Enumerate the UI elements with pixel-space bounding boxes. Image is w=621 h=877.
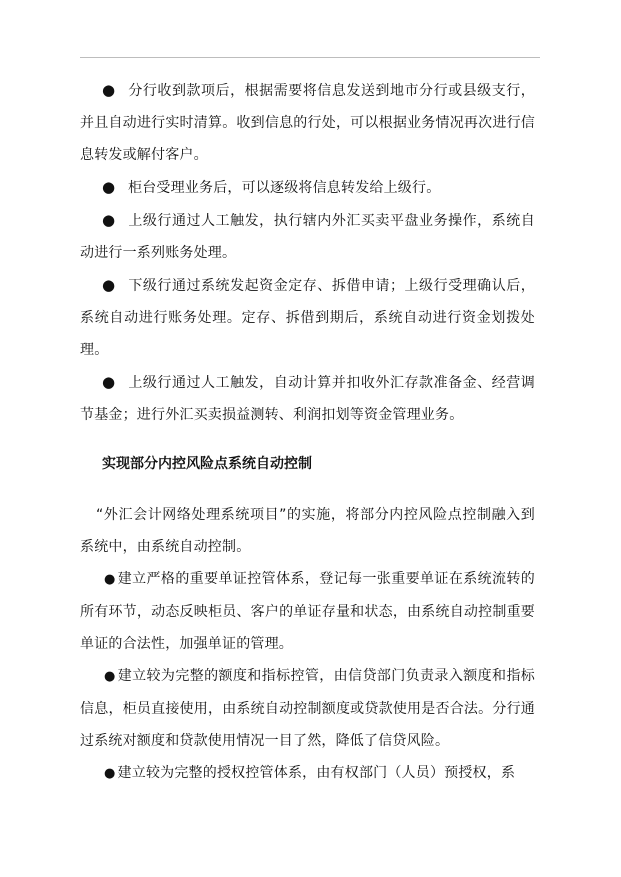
bullet-dot-icon: ● [102, 373, 116, 391]
bullet-dot-icon: ● [102, 276, 116, 294]
bullet-text: 上级行通过人工触发，自动计算并扣收外汇存款准备金、经营调节基金；进行外汇买卖损益测转、利润扣划等资金管理业务。 [80, 375, 535, 423]
control-bullet-1 [80, 563, 535, 660]
bullet-item-2 [80, 171, 535, 204]
bullet-dot-icon: ● [104, 572, 116, 587]
bullet-item-5 [80, 366, 535, 431]
bullet-text: 下级行通过系统发起资金定存、拆借申请；上级行受理确认后，系统自动进行账务处理。定存、拆借到期后，系统自动进行资金划拨处理。 [80, 278, 535, 358]
bullet-text: 建立较为完整的额度和指标控管，由信贷部门负责录入额度和指标信息，柜员直接使用，由系统自动控制额度或贷款使用是否合法。分行通过系统对额度和贷款使用情况一目了然，降低了信贷风险。 [80, 668, 535, 749]
bullet-dot-icon: ● [102, 178, 116, 196]
bullet-dot-icon: ● [104, 766, 116, 781]
bullet-item-4 [80, 269, 535, 366]
bullet-text: 柜台受理业务后，可以逐级将信息转发给上级行。 [128, 180, 441, 196]
bullet-item-1 [80, 74, 535, 171]
control-bullet-3 [80, 757, 535, 790]
section-heading: 实现部分内控风险点系统自动控制 [102, 456, 312, 472]
bullet-item-3 [80, 204, 535, 269]
bullet-dot-icon: ● [104, 669, 116, 684]
bullet-dot-icon: ● [102, 211, 116, 229]
bullet-text: 分行收到款项后，根据需要将信息发送到地市分行或县级支行，并且自动进行实时清算。收到信息的行处，可以根据业务情况再次进行信息转发或解付客户。 [80, 83, 535, 163]
intro-paragraph: “外汇会计网络处理系统项目”的实施，将部分内控风险点控制融入到系统中，由系统自动控制。 [80, 507, 535, 555]
bullet-text: 上级行通过人工触发，执行辖内外汇买卖平盘业务操作，系统自动进行一系列账务处理。 [80, 213, 535, 261]
page-header-rule [80, 57, 540, 58]
bullet-dot-icon: ● [102, 81, 116, 99]
document-body [80, 74, 535, 790]
bullet-text: 建立较为完整的授权控管体系，由有权部门（人员）预授权，系 [117, 765, 516, 781]
bullet-text: 建立严格的重要单证控管体系，登记每一张重要单证在系统流转的所有环节，动态反映柜员、客户的单证存量和状态，由系统自动控制重要单证的合法性，加强单证的管理。 [80, 571, 535, 652]
control-bullet-2 [80, 660, 535, 757]
